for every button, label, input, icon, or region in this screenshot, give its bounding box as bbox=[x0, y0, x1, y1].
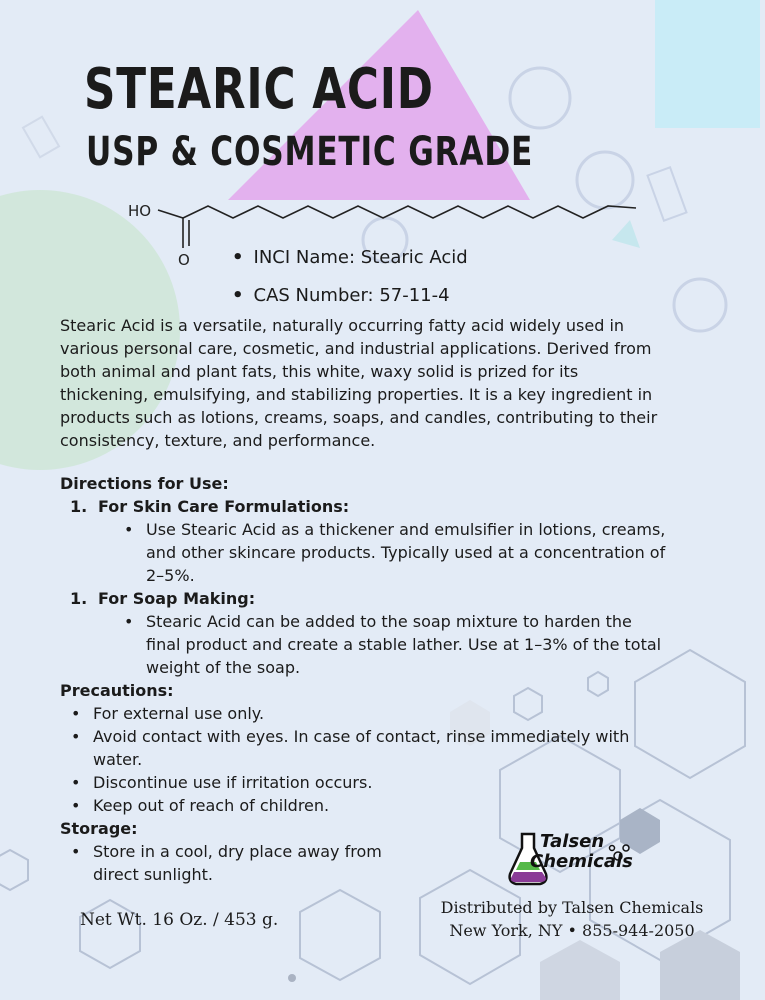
direction-soap-making-detail: • Stearic Acid can be added to the soap mixture to harden the final product and create a stable lather. Use at 1–3% of the total weight of the soap. bbox=[124, 612, 662, 677]
bullet-dot: • bbox=[71, 773, 81, 792]
molecule-label-o: O bbox=[178, 251, 190, 266]
directions-heading: Directions for Use: bbox=[60, 474, 229, 493]
precautions-heading: Precautions: bbox=[60, 681, 174, 700]
bullet-dot: • bbox=[232, 247, 244, 268]
direction-item-skin-care: 1. For Skin Care Formulations: bbox=[70, 497, 350, 516]
bullet-dot: • bbox=[71, 842, 81, 861]
storage-heading: Storage: bbox=[60, 819, 138, 838]
bullet-dot: • bbox=[124, 612, 134, 631]
bullet-dot: • bbox=[71, 796, 81, 815]
distributor-info: Distributed by Talsen Chemicals New York, NY • 855-944-2050 bbox=[440, 898, 704, 940]
product-description: Stearic Acid is a versatile, naturally occurring fatty acid widely used in various personal care, cosmetic, and industrial applications. Derived from both animal and plant fats, this white, waxy solid is prized for its thickening, emulsifying, and stabilizing properties. It is a key ingredient in products such as lotions, creams, soaps, and candles, contributing to their consistency, texture, and performance. bbox=[60, 316, 658, 450]
precaution-item: • For external use only. bbox=[71, 704, 265, 723]
logo-wordmark: Talsen Chemicals bbox=[530, 831, 633, 872]
bullet-dot: • bbox=[124, 520, 134, 539]
dot-decoration bbox=[288, 974, 296, 982]
circle-outline-decoration bbox=[510, 68, 570, 128]
precaution-item: • Avoid contact with eyes. In case of contact, rinse immediately with water. bbox=[71, 727, 630, 769]
page-title: STEARIC ACID bbox=[84, 57, 434, 122]
cyan-rect-decoration bbox=[655, 0, 760, 128]
precaution-item: • Discontinue use if irritation occurs. bbox=[71, 773, 373, 792]
fact-inci: • INCI Name: Stearic Acid bbox=[232, 247, 468, 268]
bullet-dot: • bbox=[232, 285, 244, 306]
direction-item-soap-making: 1. For Soap Making: bbox=[70, 589, 256, 608]
page-subtitle: USP & COSMETIC GRADE bbox=[86, 129, 534, 175]
molecule-label-ho: HO bbox=[128, 202, 152, 220]
direction-skin-care-detail: • Use Stearic Acid as a thickener and emulsifier in lotions, creams, and other skincare products. Typically used at a concentration of 2–5%. bbox=[124, 520, 666, 585]
fact-cas: • CAS Number: 57-11-4 bbox=[232, 285, 450, 306]
bullet-dot: • bbox=[71, 727, 81, 746]
storage-item: • Store in a cool, dry place away from direct sunlight. bbox=[71, 842, 382, 884]
net-weight: Net Wt. 16 Oz. / 453 g. bbox=[80, 910, 279, 930]
precaution-item: • Keep out of reach of children. bbox=[71, 796, 330, 815]
bullet-dot: • bbox=[71, 704, 81, 723]
rect-outline-decoration bbox=[648, 167, 687, 220]
rect-outline-decoration bbox=[23, 117, 59, 157]
molecule-chain bbox=[158, 206, 636, 218]
